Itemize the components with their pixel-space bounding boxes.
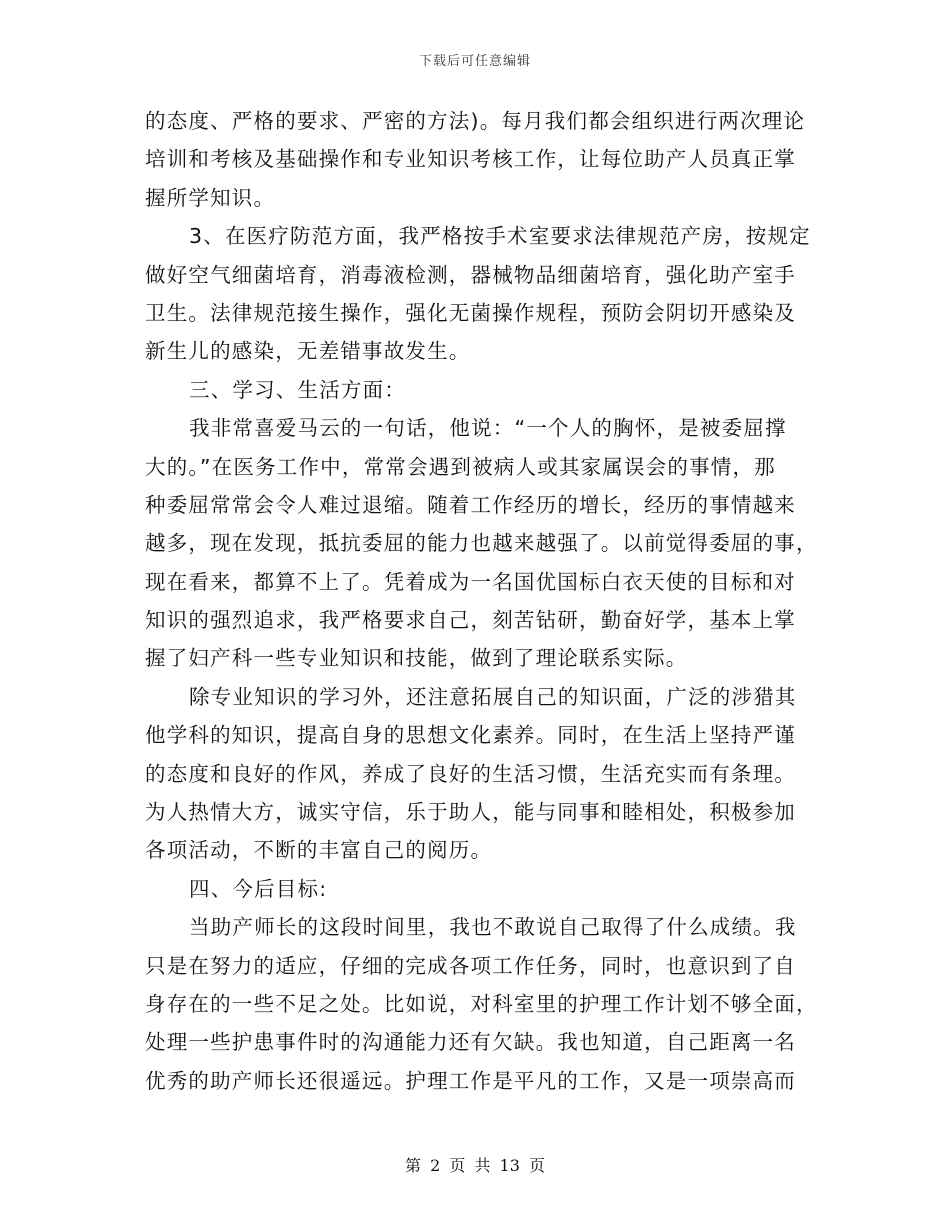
section-heading: 三、学习、生活方面： xyxy=(189,377,406,402)
text-line: 握所学知识。 xyxy=(145,185,276,210)
paragraph-start-line: 我非常喜爱马云的一句话，他说：“一个人的胸怀，是被委屈撑 xyxy=(189,416,787,441)
page-number-footer: 第 2 页 共 13 页 xyxy=(405,1156,545,1175)
text-line: 处理一些护患事件时的沟通能力还有欠缺。我也知道，自己距离一名 xyxy=(145,1030,796,1055)
text-line: 新生儿的感染，无差错事故发生。 xyxy=(145,339,471,364)
text-line: 知识的强烈追求，我严格要求自己，刻苦钻研，勤奋好学，基本上掌 xyxy=(145,608,796,633)
text-line: 越多，现在发现，抵抗委屈的能力也越来越强了。以前觉得委屈的事， xyxy=(145,531,818,556)
text-line: 卫生。法律规范接生操作，强化无菌操作规程，预防会阴切开感染及 xyxy=(145,300,796,325)
text-line: 优秀的助产师长还很遥远。护理工作是平凡的工作，又是一项崇高而 xyxy=(145,1068,796,1093)
paragraph-start-line: 当助产师长的这段时间里，我也不敢说自己取得了什么成绩。我 xyxy=(189,915,797,940)
text-line: 他学科的知识，提高自身的思想文化素养。同时，在生活上坚持严谨 xyxy=(145,723,796,748)
text-line: 大的。”在医务工作中，常常会遇到被病人或其家属误会的事情，那 xyxy=(145,454,776,479)
document-body xyxy=(145,102,818,1100)
text-line: 培训和考核及基础操作和专业知识考核工作，让每位助产人员真正掌 xyxy=(145,147,796,172)
paragraph-start-line: 3、在医疗防范方面，我严格按手术室要求法律规范产房，按规定 xyxy=(189,224,811,249)
text-line: 握了妇产科一些专业知识和技能，做到了理论联系实际。 xyxy=(145,646,688,671)
text-line: 各项活动，不断的丰富自己的阅历。 xyxy=(145,838,493,863)
paragraph-start-line: 除专业知识的学习外，还注意拓展自己的知识面，广泛的涉猎其 xyxy=(189,684,797,709)
text-line: 现在看来，都算不上了。凭着成为一名国优国标白衣天使的目标和对 xyxy=(145,569,796,594)
text-line: 做好空气细菌培育，消毒液检测，器械物品细菌培育，强化助产室手 xyxy=(145,262,796,287)
text-line: 的态度和良好的作风，养成了良好的生活习惯，生活充实而有条理。 xyxy=(145,761,796,786)
text-line: 只是在努力的适应，仔细的完成各项工作任务，同时，也意识到了自 xyxy=(145,953,796,978)
text-line: 种委屈常常会令人难过退缩。随着工作经历的增长，经历的事情越来 xyxy=(145,492,796,517)
text-line: 的态度、严格的要求、严密的方法)。每月我们都会组织进行两次理论 xyxy=(145,109,806,133)
section-heading: 四、今后目标: xyxy=(189,876,328,901)
text-line: 为人热情大方，诚实守信，乐于助人，能与同事和睦相处，积极参加 xyxy=(145,800,796,825)
text-line: 身存在的一些不足之处。比如说，对科室里的护理工作计划不够全面， xyxy=(145,991,818,1016)
page-header: 下载后可任意编辑 xyxy=(418,54,531,69)
